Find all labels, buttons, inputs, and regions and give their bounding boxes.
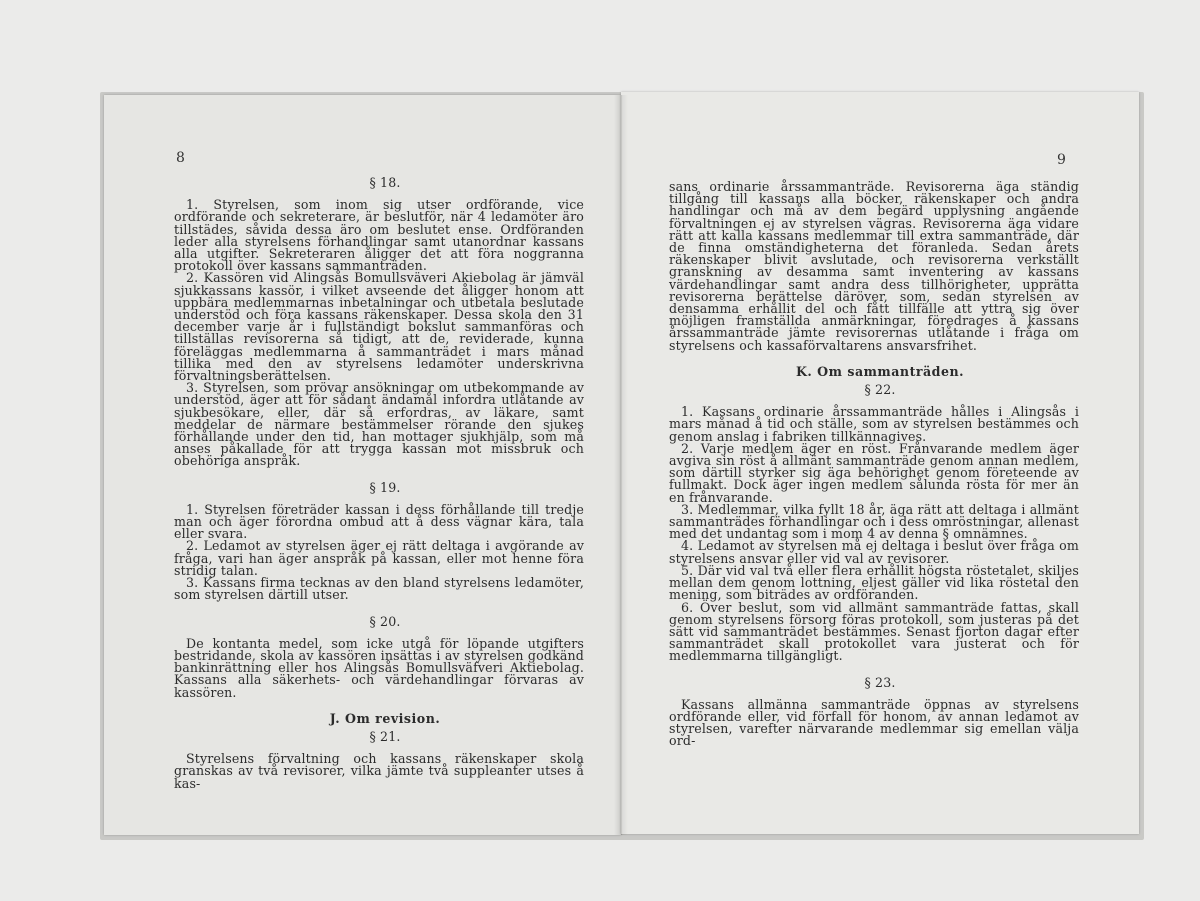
section-heading: § 18. — [369, 175, 401, 190]
chapter-heading: J. Om revision. — [329, 710, 441, 726]
paragraph: Styrelsens förvaltning och kassans räkenskaper skola granskas av två revisorer, vilka jämte två suppleanter utses å kas- — [174, 751, 584, 791]
paragraph: 4. Ledamot av styrelsen må ej deltaga i beslut över fråga om styrelsens ansvar eller vid val av revisorer. — [669, 538, 1079, 566]
paragraph: 3. Medlemmar, vilka fyllt 18 år, äga rätt att deltaga i allmänt sammanträdes förhandlingar och i dess omröstningar, allenast med det undantag som i mom 4 av denna § omnämnes. — [669, 501, 1079, 542]
book-spine — [614, 95, 628, 835]
page-number: 9 — [1057, 152, 1066, 168]
left-page — [104, 95, 621, 835]
paragraph: 2. Kassören vid Alingsås Bomullsväveri Akiebolag är jämväl sjukkassans kassör, i vilket avseende det åligger honom att uppbära medlemmarnas inbetalningar och utbetala beslutade understöd och föra kassans räkenskaper. Dessa skola den 31 december varje år i fullständigt bokslut sammanföras och tillställas revisorerna så tidigt, att de, reviderade, kunna föreläggas medlemmarna å sammanträdet i mars månad tillika med den av styrelsens ledamöter underskrivna förvaltningsberättelsen. — [174, 270, 584, 384]
section-heading: § 21. — [369, 728, 401, 744]
left-page-text — [174, 177, 584, 790]
paragraph: 2. Varje medlem äger en röst. Frånvarande medlem äger avgiva sin röst å allmänt sammanträde genom annan medlem, som därtill styrker sig äga behörighet genom företeende av fullmakt. Dock äger ingen medlem sålunda rösta för mer än en frånvarande. — [669, 440, 1079, 505]
paragraph: 1. Kassans ordinarie årssammanträde hålles i Alingsås i mars månad å tid och ställe, som av styrelsen bestämmes och genom anslag i fabriken tillkännagives. — [669, 404, 1079, 444]
section-heading: § 23. — [864, 674, 896, 690]
paragraph: sans ordinarie årssammanträde. Revisorerna äga ständig tillgång till kassans alla böcker, räkenskaper och andra handlingar och må av dem begärd upplysning angående förvaltningen ej av styrelsen vägras. Revisorerna äga vidare rätt att kalla kassans medlemmar till extra sammanträde, där de finna omständigheterna det föranleda. Sedan årets räkenskaper blivit avslutade, och revisorerna verkställt granskning av desamma samt inventering av kassans värdehandlingar samt andra dess tillhörigheter, upprätta revisorerna berättelse däröver, som, sedan styrelsen av densamma erhållit del och fått tillfälle att yttra sig över möjligen framställda anmärkningar, föredrages å kassans årssammanträde jämte revisorernas utlåtande i fråga om styrelsens och kassaförvaltarens ansvarsfrihet. — [669, 179, 1079, 353]
page-number: 8 — [176, 150, 185, 166]
section-heading: § 20. — [369, 613, 401, 629]
chapter-heading: K. Om sammanträden. — [795, 363, 965, 379]
paragraph: 2. Ledamot av styrelsen äger ej rätt deltaga i avgörande av fråga, vari han äger anspråk på kassan, eller mot henne föra stridig talan. — [174, 538, 584, 578]
paragraph: De kontanta medel, som icke utgå för löpande utgifters bestridande, skola av kassören insättas i av styrelsen godkänd bankinrättning eller hos Alingsås Bomullsväfveri Aktiebolag. Kassans alla säkerhets- och värdehandlingar förvaras av kassören. — [174, 635, 584, 700]
section-heading: § 19. — [369, 479, 401, 495]
paragraph: 1. Styrelsen, som inom sig utser ordförande, vice ordförande och sekreterare, är beslutför, när 4 ledamöter äro tillstädes, såvida dessa äro om beslutet ense. Ordföranden leder alla styrelsens förhandlingar samt utanordnar kassans alla utgifter. Sekreteraren åligger det att föra noggranna protokoll över kassans sammanträden. — [174, 197, 584, 274]
paragraph: 6. Över beslut, som vid allmänt sammanträde fattas, skall genom styrelsens försorg föras protokoll, som justeras på det sätt vid sammanträdet bestämmes. Senast fjorton dagar efter sammanträdet skall protokollet vara justerat och för medlemmarna tillgängligt. — [669, 599, 1079, 664]
paragraph: 3. Styrelsen, som prövar ansökningar om utbekommande av understöd, äger att för sådant ändamål infordra utlåtande av sjukbesökare, eller, där så erfordras, av läkare, samt meddelar de närmare bestämmelser rörande den sjukes förhållande under den tid, han mottager sjukhjälp, som må anses påkallade för att trygga kassan mot missbruk och obehöriga anspråk. — [174, 380, 584, 469]
paragraph: 3. Kassans firma tecknas av den bland styrelsens ledamöter, som styrelsen därtill utser. — [174, 575, 584, 603]
right-page — [621, 92, 1139, 834]
paragraph: Kassans allmänna sammanträde öppnas av styrelsens ordförande eller, vid förfall för honom, av annan ledamot av styrelsen, varefter närvarande medlemmar sig emellan välja ord- — [669, 696, 1079, 749]
right-page-text — [669, 181, 1079, 748]
paragraph: 1. Styrelsen företräder kassan i dess förhållande till tredje man och äger förordna ombud att å dess vägnar kära, tala eller svara. — [174, 501, 584, 542]
paragraph: 5. Där vid val två eller flera erhållit högsta röstetalet, skiljes mellan dem genom lottning, eljest gäller vid lika röstetal den mening, som biträdes av ordföranden. — [669, 562, 1079, 603]
section-heading: § 22. — [864, 382, 896, 398]
